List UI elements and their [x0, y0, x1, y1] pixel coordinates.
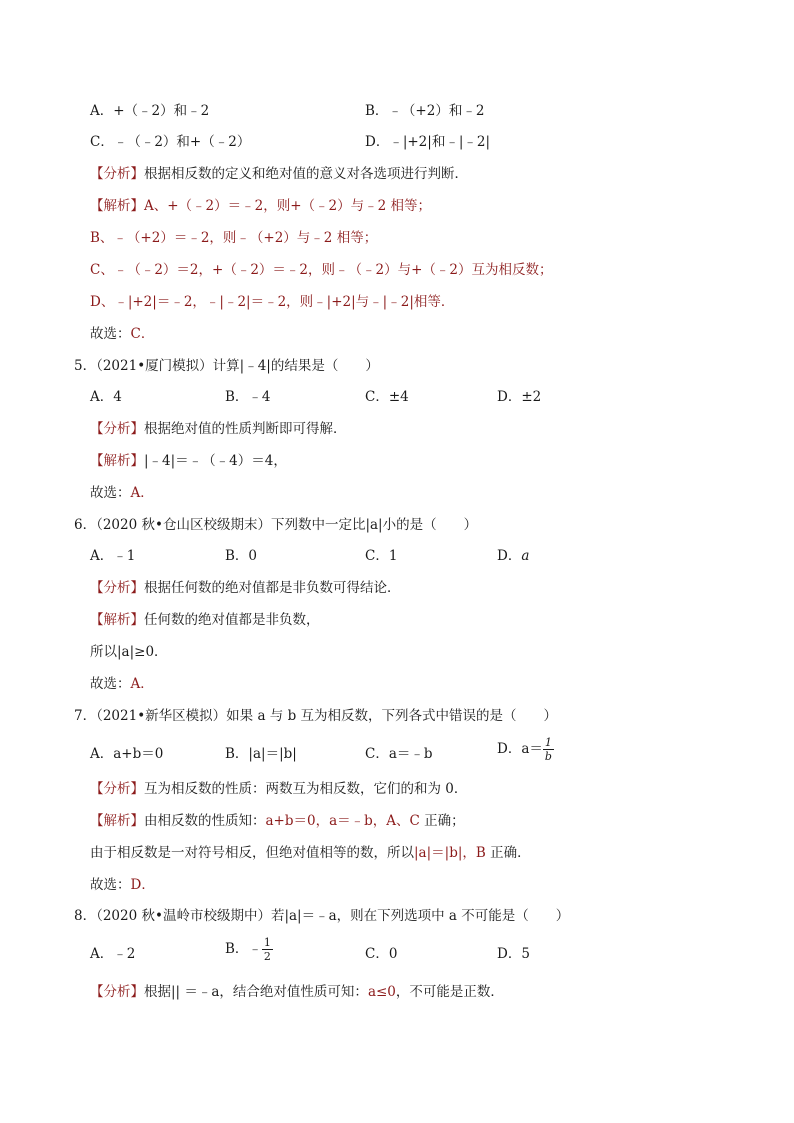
analysis-text: 根据|| ＝﹣a，结合绝对值性质可知： [144, 984, 368, 1000]
q8-option-a: A．﹣2 [90, 946, 136, 962]
q7-option-a: A．a+b＝0 [90, 746, 164, 762]
q5-option-a: A．4 [90, 389, 122, 405]
q8-analysis [90, 982, 504, 1002]
q5-option-b: B．﹣4 [225, 389, 271, 405]
q4-option-d: D．﹣|+2|和﹣|﹣2| [365, 134, 491, 150]
solution-text: 正确． [485, 845, 531, 861]
q7-option-b: B．|a|＝|b| [225, 746, 297, 762]
q8-option-b [225, 936, 273, 963]
solution-tag: 【解析】 [90, 198, 144, 214]
q8-option-c: C．0 [365, 946, 398, 962]
q4-option-a: A．+（﹣2）和﹣2 [90, 103, 210, 119]
analysis-text: 根据任何数的绝对值都是非负数可得结论． [144, 580, 401, 596]
q6-solution-line-2: 所以|a|≥0． [90, 644, 168, 660]
option-label: B．﹣ [225, 941, 262, 957]
analysis-math: a≤0 [367, 984, 396, 1000]
q8-stem: 8．（2020 秋•温岭市校级期中）若|a|＝﹣a，则在下列选项中 a 不可能是（ ） [74, 908, 570, 924]
option-label: D． [497, 548, 522, 564]
fraction-numerator: 1 [543, 736, 554, 750]
answer-value: A． [130, 676, 154, 692]
analysis-tag: 【分析】 [90, 781, 144, 797]
q6-solution-line-1 [90, 610, 320, 630]
analysis-text: ，不可能是正数． [395, 984, 504, 1000]
solution-tag: 【解析】 [90, 813, 144, 829]
fraction [543, 736, 554, 763]
q4-solution-line-3: C、﹣（﹣2）＝2，+（﹣2）＝﹣2，则﹣（﹣2）与+（﹣2）互为相反数； [90, 262, 553, 278]
q6-option-b: B．0 [225, 548, 258, 564]
q5-stem: 5．（2021•厦门模拟）计算|﹣4|的结果是（ ） [74, 358, 379, 374]
option-variable: a [521, 548, 530, 564]
analysis-text: 互为相反数的性质：两数互为相反数，它们的和为 0． [144, 781, 468, 797]
q5-option-d: D．±2 [497, 389, 542, 405]
fraction-denominator: b [544, 750, 552, 763]
q6-option-d [497, 546, 529, 566]
q8-option-d: D．5 [497, 946, 530, 962]
solution-tag: 【解析】 [90, 453, 144, 469]
q4-option-b: B．﹣（+2）和﹣2 [365, 103, 485, 119]
analysis-text: 根据相反数的定义和绝对值的意义对各选项进行判断． [144, 166, 468, 182]
answer-prefix: 故选： [90, 676, 131, 692]
answer-prefix: 故选： [90, 877, 131, 893]
q4-solution-line-2: B、﹣（+2）＝﹣2，则﹣（+2）与﹣2 相等； [90, 230, 378, 246]
solution-text: 由于相反数是一对符号相反，但绝对值相等的数，所以 [90, 845, 414, 861]
solution-tag: 【解析】 [90, 612, 144, 628]
solution-text: A、+（﹣2）＝﹣2，则+（﹣2）与﹣2 相等； [144, 198, 432, 214]
q4-solution-line-1 [90, 196, 431, 216]
answer-value: A． [130, 485, 154, 501]
q7-analysis [90, 779, 467, 799]
analysis-text: 根据绝对值的性质判断即可得解． [144, 421, 347, 437]
q4-answer [90, 324, 154, 344]
q4-analysis [90, 164, 468, 184]
q5-answer [90, 483, 154, 503]
fraction-denominator: 2 [263, 950, 271, 963]
solution-text: 由相反数的性质知： [144, 813, 266, 829]
q6-stem: 6．（2020 秋•仓山区校级期末）下列数中一定比|a|小的是（ ） [74, 517, 478, 533]
q5-solution [90, 451, 287, 471]
q5-option-c: C．±4 [365, 389, 409, 405]
analysis-tag: 【分析】 [90, 580, 144, 596]
q4-solution-line-4: D、﹣|+2|＝﹣2，﹣|﹣2|＝﹣2，则﹣|+2|与﹣|﹣2|相等． [90, 294, 455, 310]
q7-stem: 7．（2021•新华区模拟）如果 a 与 b 互为相反数，下列各式中错误的是（ ） [74, 708, 558, 724]
analysis-tag: 【分析】 [90, 421, 144, 437]
q7-option-d [497, 736, 554, 763]
q6-option-a: A．﹣1 [90, 548, 136, 564]
q6-answer [90, 674, 154, 694]
fraction-numerator: 1 [263, 936, 271, 949]
q6-analysis [90, 578, 401, 598]
solution-text: |﹣4|＝﹣（﹣4）＝4， [144, 453, 287, 469]
q5-analysis [90, 419, 347, 439]
analysis-tag: 【分析】 [90, 166, 144, 182]
solution-math: a+b＝0，a＝﹣b，A、C [265, 813, 420, 829]
answer-value: D． [130, 877, 155, 893]
q7-option-c: C．a＝﹣b [365, 746, 433, 762]
q7-answer [90, 875, 155, 895]
q4-option-c: C．﹣（﹣2）和+（﹣2） [90, 134, 251, 150]
solution-text: 任何数的绝对值都是非负数， [144, 612, 320, 628]
solution-math: |a|＝|b|，B [414, 845, 486, 861]
answer-prefix: 故选： [90, 485, 131, 501]
analysis-tag: 【分析】 [90, 984, 144, 1000]
option-label: D．a＝ [497, 741, 543, 757]
q6-option-c: C．1 [365, 548, 398, 564]
fraction [262, 936, 273, 963]
solution-text: 正确； [419, 813, 465, 829]
q7-solution-line-1 [90, 811, 465, 831]
answer-value: C． [130, 326, 155, 342]
answer-prefix: 故选： [90, 326, 131, 342]
q7-solution-line-2 [90, 843, 531, 863]
